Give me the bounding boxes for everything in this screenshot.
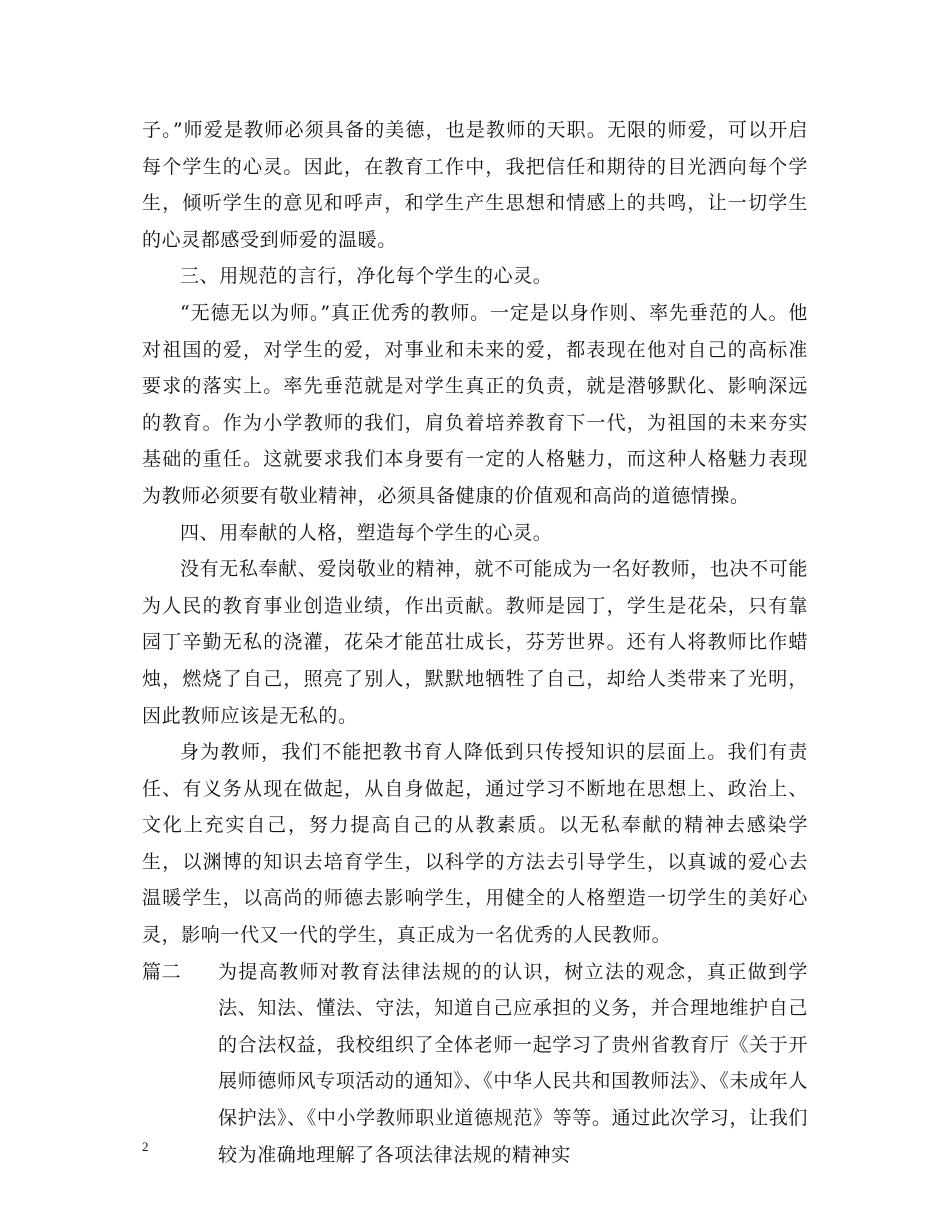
page-number: 2 — [142, 1139, 149, 1154]
heading-three: 三、用规范的言行，净化每个学生的心灵。 — [180, 265, 553, 288]
paragraph-2: “无德无以为师。”真正优秀的教师。一定是以身作则、率先垂范的人。他对祖国的爱，对学生的爱，对事业和未来的爱，都表现在他对自己的高标准要求的落实上。率先垂范就是对学生真正的负责，就是潜够默化、影响深远的教育。作为小学教师的我们，肩负着培养教育下一代，为祖国的未来夯实基础的重任。这就要求我们本身要有一定的人格魅力，而这种人格魅力表现为教师必须要有敬业精神，必须具备健康的价值观和高尚的道德情操。 — [142, 301, 808, 507]
paragraph-3: 没有无私奉献、爱岗敬业的精神，就不可能成为一名好教师，也决不可能为人民的教育事业创造业绩，作出贡献。教师是园丁，学生是花朵，只有靠园丁辛勤无私的浇灌，花朵才能茁壮成长，芬芳世界。还有人将教师比作蜡烛，燃烧了自己，照亮了别人，默默地牺牲了自己，却给人类带来了光明，因此教师应该是无私的。 — [142, 558, 808, 727]
section-two-text: 为提高教师对教育法律法规的的认识，树立法的观念，真正做到学法、知法、懂法、守法，知道自己应承担的义务，并合理地维护自己的合法权益，我校组织了全体老师一起学习了贵州省教育厅《关于开展师德师风专项活动的通知》、《中华人民共和国教师法》、《未成年人保护法》、《中小学教师职业道德规范》等等。通过此次学习，让我们较为准确地理解了各项法律法规的精神实 — [218, 960, 808, 1166]
section-label: 篇二 — [142, 960, 182, 983]
paragraph-4: 身为教师，我们不能把教书育人降低到只传授知识的层面上。我们有责任、有义务从现在做起，从自身做起，通过学习不断地在思想上、政治上、文化上充实自己，努力提高自己的从教素质。以无私奉献的精神去感染学生，以渊博的知识去培育学生，以科学的方法去引导学生，以真诚的爱心去温暖学生，以高尚的师德去影响学生，用健全的人格塑造一切学生的美好心灵，影响一代又一代的学生，真正成为一名优秀的人民教师。 — [142, 741, 808, 947]
document-page — [142, 112, 808, 1173]
section-two-paragraph — [142, 954, 808, 1174]
heading-four: 四、用奉献的人格，塑造每个学生的心灵。 — [180, 521, 553, 544]
paragraph-1: 子。”师爱是教师必须具备的美德，也是教师的天职。无限的师爱，可以开启每个学生的心灵。因此，在教育工作中，我把信任和期待的目光洒向每个学生，倾听学生的意见和呼声，和学生产生思想和情感上的共鸣，让一切学生的心灵都感受到师爱的温暖。 — [142, 119, 808, 251]
